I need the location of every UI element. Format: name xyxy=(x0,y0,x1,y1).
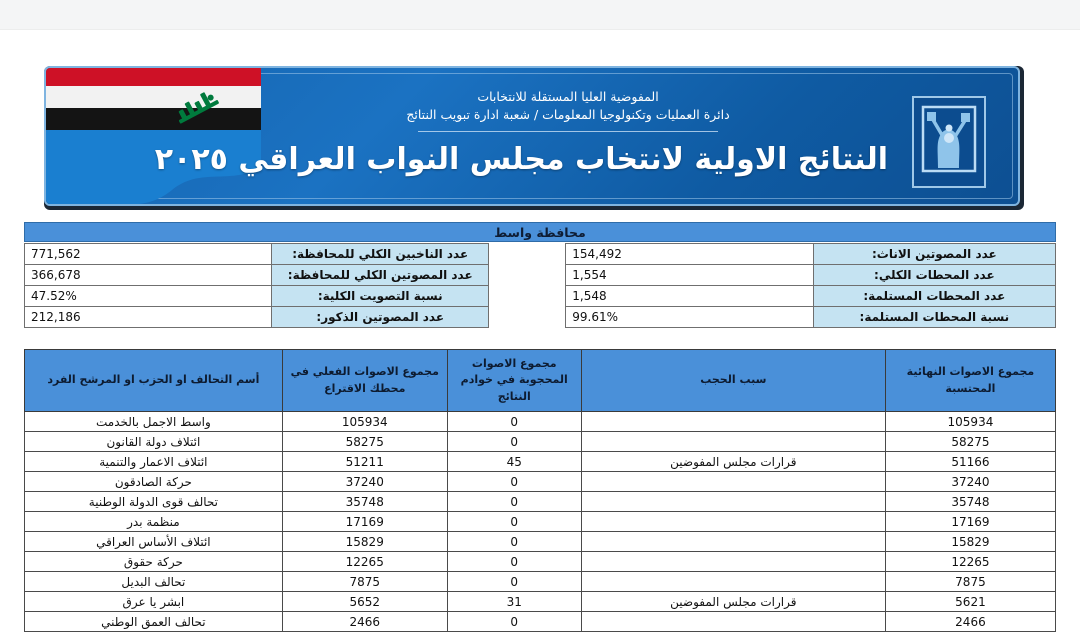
cell-entity-name: واسط الاجمل بالخدمت xyxy=(25,412,283,432)
table-row xyxy=(25,552,1056,572)
stats-spacer xyxy=(488,286,565,307)
col-header-actual-votes: مجموع الاصوات الفعلي في محطك الاقتراع xyxy=(282,350,447,412)
stat-label-male-voters: عدد المصوتين الذكور: xyxy=(272,307,489,328)
cell-withhold-reason xyxy=(581,512,885,532)
stat-label-turnout-rate: نسبة التصويت الكلية: xyxy=(272,286,489,307)
table-row xyxy=(25,532,1056,552)
stats-row xyxy=(25,244,1056,265)
province-title-bar: محافظة واسط xyxy=(24,222,1056,242)
organization-line-2: دائرة العمليات وتكنولوجيا المعلومات / شعبة ادارة تبويب النتائج xyxy=(406,107,730,123)
cell-actual-votes: 35748 xyxy=(282,492,447,512)
report-banner xyxy=(44,66,1024,210)
cell-withhold-reason xyxy=(581,552,885,572)
table-row xyxy=(25,412,1056,432)
cell-withheld-votes: 0 xyxy=(447,512,581,532)
table-row xyxy=(25,592,1056,612)
table-row xyxy=(25,452,1056,472)
table-row xyxy=(25,472,1056,492)
organization-line-1: المفوضية العليا المستقلة للانتخابات xyxy=(477,89,659,104)
top-strip xyxy=(0,0,1080,30)
cell-entity-name: تحالف قوى الدولة الوطنية xyxy=(25,492,283,512)
cell-entity-name: ائتلاف الأساس العراقي xyxy=(25,532,283,552)
col-header-withheld-votes: مجموع الاصوات المحجوبة في خوادم النتائج xyxy=(447,350,581,412)
stat-value-female-voters: 154,492 xyxy=(566,244,813,265)
stat-value-total-voters: 366,678 xyxy=(25,265,272,286)
cell-final-votes: 51166 xyxy=(885,452,1055,472)
cell-entity-name: ائتلاف دولة القانون xyxy=(25,432,283,452)
cell-actual-votes: 58275 xyxy=(282,432,447,452)
stats-row xyxy=(25,286,1056,307)
cell-entity-name: منظمة بدر xyxy=(25,512,283,532)
cell-entity-name: ائتلاف الاعمار والتنمية xyxy=(25,452,283,472)
stat-label-total-electors: عدد الناخبين الكلي للمحافظة: xyxy=(272,244,489,265)
stat-label-total-stations: عدد المحطات الكلي: xyxy=(813,265,1055,286)
cell-final-votes: 5621 xyxy=(885,592,1055,612)
report-title: النتائج الاولية لانتخاب مجلس النواب العراقي ٢٠٢٥ xyxy=(154,142,888,178)
cell-withheld-votes: 0 xyxy=(447,472,581,492)
cell-entity-name: تحالف البديل xyxy=(25,572,283,592)
cell-actual-votes: 105934 xyxy=(282,412,447,432)
cell-withhold-reason xyxy=(581,612,885,632)
ihec-logo xyxy=(912,96,986,188)
col-header-entity-name: أسم التحالف او الحزب او المرشح الفرد xyxy=(25,350,283,412)
cell-final-votes: 37240 xyxy=(885,472,1055,492)
cell-final-votes: 58275 xyxy=(885,432,1055,452)
stat-label-female-voters: عدد المصوتين الاناث: xyxy=(813,244,1055,265)
table-row xyxy=(25,432,1056,452)
cell-withheld-votes: 0 xyxy=(447,492,581,512)
cell-withheld-votes: 45 xyxy=(447,452,581,472)
banner-divider xyxy=(418,131,718,132)
stat-label-received-stations: عدد المحطات المستلمة: xyxy=(813,286,1055,307)
stat-value-received-rate: 99.61% xyxy=(566,307,813,328)
stats-spacer xyxy=(488,244,565,265)
col-header-withhold-reason: سبب الحجب xyxy=(581,350,885,412)
cell-withheld-votes: 0 xyxy=(447,572,581,592)
banner-text-block xyxy=(154,88,888,178)
cell-withheld-votes: 31 xyxy=(447,592,581,612)
cell-withheld-votes: 0 xyxy=(447,552,581,572)
cell-withheld-votes: 0 xyxy=(447,612,581,632)
stat-value-turnout-rate: 47.52% xyxy=(25,286,272,307)
stat-label-total-voters: عدد المصوتين الكلي للمحافظة: xyxy=(272,265,489,286)
iraq-flag xyxy=(46,68,261,206)
table-row xyxy=(25,612,1056,632)
cell-withheld-votes: 0 xyxy=(447,432,581,452)
cell-withhold-reason xyxy=(581,492,885,512)
stat-label-received-rate: نسبة المحطات المستلمة: xyxy=(813,307,1055,328)
cell-final-votes: 15829 xyxy=(885,532,1055,552)
cell-final-votes: 2466 xyxy=(885,612,1055,632)
summary-statistics xyxy=(24,243,1056,328)
stat-value-total-electors: 771,562 xyxy=(25,244,272,265)
stats-row xyxy=(25,307,1056,328)
cell-final-votes: 35748 xyxy=(885,492,1055,512)
table-row xyxy=(25,492,1056,512)
cell-withheld-votes: 0 xyxy=(447,532,581,552)
cell-actual-votes: 15829 xyxy=(282,532,447,552)
cell-actual-votes: 17169 xyxy=(282,512,447,532)
cell-withhold-reason xyxy=(581,472,885,492)
cell-final-votes: 7875 xyxy=(885,572,1055,592)
cell-entity-name: حركة الصادقون xyxy=(25,472,283,492)
stat-value-total-stations: 1,554 xyxy=(566,265,813,286)
banner-body xyxy=(44,66,1020,206)
cell-final-votes: 105934 xyxy=(885,412,1055,432)
stats-spacer xyxy=(488,307,565,328)
cell-withhold-reason xyxy=(581,432,885,452)
results-table xyxy=(24,349,1056,632)
table-row xyxy=(25,572,1056,592)
cell-withhold-reason: قرارات مجلس المفوضين xyxy=(581,452,885,472)
cell-final-votes: 17169 xyxy=(885,512,1055,532)
results-header-row xyxy=(25,350,1056,412)
cell-withhold-reason xyxy=(581,412,885,432)
cell-withhold-reason xyxy=(581,532,885,552)
cell-entity-name: ابشر يا عرق xyxy=(25,592,283,612)
cell-entity-name: تحالف العمق الوطني xyxy=(25,612,283,632)
table-row xyxy=(25,512,1056,532)
stats-row xyxy=(25,265,1056,286)
stats-spacer xyxy=(488,265,565,286)
stat-value-male-voters: 212,186 xyxy=(25,307,272,328)
cell-actual-votes: 51211 xyxy=(282,452,447,472)
cell-actual-votes: 5652 xyxy=(282,592,447,612)
cell-actual-votes: 12265 xyxy=(282,552,447,572)
cell-actual-votes: 2466 xyxy=(282,612,447,632)
cell-withheld-votes: 0 xyxy=(447,412,581,432)
cell-withhold-reason: قرارات مجلس المفوضين xyxy=(581,592,885,612)
cell-actual-votes: 7875 xyxy=(282,572,447,592)
cell-entity-name: حركة حقوق xyxy=(25,552,283,572)
stat-value-received-stations: 1,548 xyxy=(566,286,813,307)
cell-final-votes: 12265 xyxy=(885,552,1055,572)
cell-withhold-reason xyxy=(581,572,885,592)
col-header-final-votes: مجموع الاصوات النهائية المحتسبة xyxy=(885,350,1055,412)
cell-actual-votes: 37240 xyxy=(282,472,447,492)
